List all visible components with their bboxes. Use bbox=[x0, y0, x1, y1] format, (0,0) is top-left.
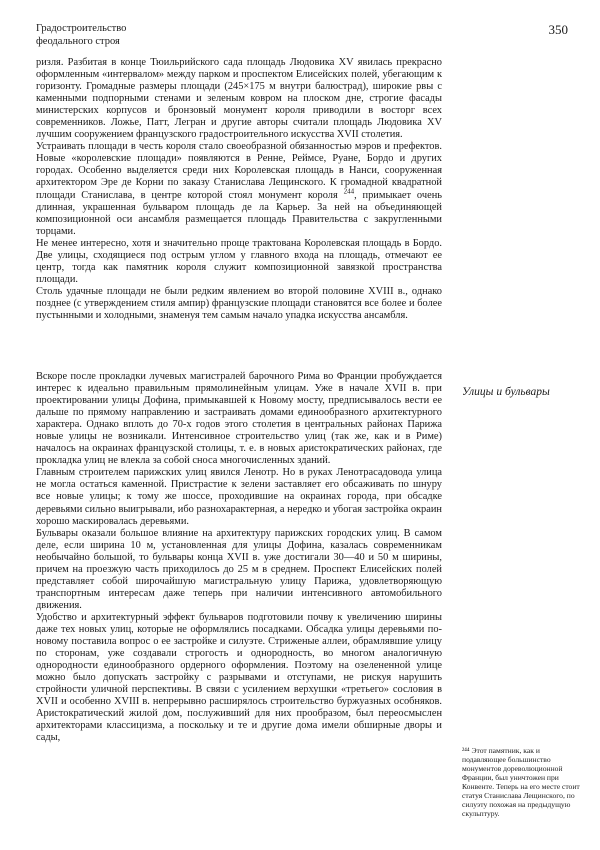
sidenote-title: Улицы и бульвары bbox=[462, 386, 550, 398]
paragraph-text: Устраивать площади в честь короля стало своеобразной обязанностью мэров и префектов. Новые «королевские площади» появляются в Ренне, Реймсе, Руане, Бордо и других городах. Особенно выделяется среди них Королевская площадь в Нанси, сооруженная архитектором Эре де Корни по заказу Станислава Лещинского. К громадной квадратной площади Станислава, в центре которой стоял монумент короля bbox=[36, 141, 442, 201]
paragraph: Вскоре после прокладки лучевых магистралей барочного Рима во Франции пробуждается интерес к идеально правильным прямолинейным улицам. Уже в начале XVII в. при проектировании улицы Дофина, примыкавшей к Новому мосту, предписывалось вести ее дальше по прямому направлению и застраивать домами единообразного архитектурного характера. Однако вплоть до 70-х годов этого столетия в центральных районах Парижа новые улицы не возникали. Интенсивное строительство улиц (так же, как и в Риме) началось на окраинах французской столицы, т. е. в новых аристократических районах, где прокладка улиц не влекла за собой сноса многочисленных зданий. bbox=[36, 371, 442, 467]
paragraph: Главным строителем парижских улиц явился Ленотр. Но в руках Ленотрасадовода улица не могла остаться каменной. Пристрастие к зелени заставляет его обсаживать по шнуру все новые улицы; к тому же шоссе, проходившие на окраинах города, при обсадке деревьями сильно выигрывали, ибо разнохарактерная, а нередко и убогая застройка окраин хорошо маскировалась деревьями. bbox=[36, 467, 442, 527]
footnote: ²⁴⁴ Этот памятник, как и подавляющее большинство монументов дореволюционной Франции, был уничтожен при Конвенте. Теперь на его месте стоит статуя Станислава Лещинского, по силуэту похожая на предыдущую скульптуру. bbox=[462, 746, 580, 818]
footnote-reference[interactable]: 244 bbox=[343, 187, 355, 196]
paragraph-text-continuation: , примыкает очень длинная, украшенная бульваром площадь де ла Карьер. За ней на объединяющей композиционной оси ансамбля размещается площадь Правительства с закругленными торцами. bbox=[36, 189, 442, 237]
running-title-line2: феодального строя bbox=[36, 36, 120, 47]
paragraph: Столь удачные площади не были редким явлением во второй половине XVIII в., однако позднее (с утверждением стиля ампир) французские площади становятся все более и более пустынными и холодными, знаменуя тем самым начало упадка искусства ансамбля. bbox=[36, 285, 442, 321]
paragraph-nancy bbox=[36, 141, 442, 237]
paragraph: Не менее интересно, хотя и значительно проще трактована Королевская площадь в Бордо. Две улицы, сходящиеся под острым углом у главного входа на площадь, отмечают ее центр, тогда как памятник короля служит композиционной завязкой пространства площади. bbox=[36, 237, 442, 285]
text-block-royal-squares bbox=[36, 57, 442, 322]
page-number: 350 bbox=[548, 22, 568, 37]
running-title-line1: Градостроительство bbox=[36, 23, 127, 34]
paragraph: Бульвары оказали большое влияние на архитектуру парижских городских улиц. В самом деле, если ширина 10 м, установленная для улицы Дофина, казалась современникам необычайно большой, то бульвары конца XVII в. уже достигали 30—40 и 50 м ширины, причем на проезжую часть приходилось до 25 м в среднем. Проспект Елисейских полей представляет собой широчайшую магистральную улицу Парижа, удовлетворяющую транспортным интересам даже теперь при наличии интенсивного автомобильного движения. bbox=[36, 527, 442, 611]
paragraph: Удобство и архитектурный эффект бульваров подготовили почву к увеличению ширины даже тех новых улиц, которые не оформлялись посадками. Обсадка улицы деревьями по-новому поставила вопрос о ее застройке и силуэте. Стриженые аллеи, обрамлявшие улицу по сторонам, уже создавали строгость и однородность, во многом аналогичную однородности единообразного ордерного оформления. Поэтому на озелененной улице можно было допускать застройку с разрывами и отступами, не рискуя нарушить стройности уличной перспективы. В связи с усилением верхушки «третьего» сословия в XVII и особенно XVIII в. непрерывно расширялось строительство буржуазных особняков. Аристократический жилой дом, послуживший для них прообразом, был переосмыслен архитекторами классицизма, а поскольку и те и другие дома имели обширные дворы и сады, bbox=[36, 611, 442, 744]
text-block-streets bbox=[36, 371, 442, 744]
paragraph: ризля. Разбитая в конце Тюильрийского сада площадь Людовика XV явилась прекрасно оформленным «интервалом» между парком и проспектом Елисейских полей, убегающим к горизонту. Громадные размеры площади (245×175 м внутри балюстрад), широкие рвы с каменными подпорными стенами и зеленым ковром на плоском дне, строгие фасады министерских корпусов и бронзовый монумент короля приводили в восторг всех современников. Ложье, Патт, Легран и другие авторы считали площадь Людовика XV лучшим сооружением французского градостроительного искусства XVII столетия. bbox=[36, 57, 442, 141]
running-head bbox=[36, 22, 126, 48]
